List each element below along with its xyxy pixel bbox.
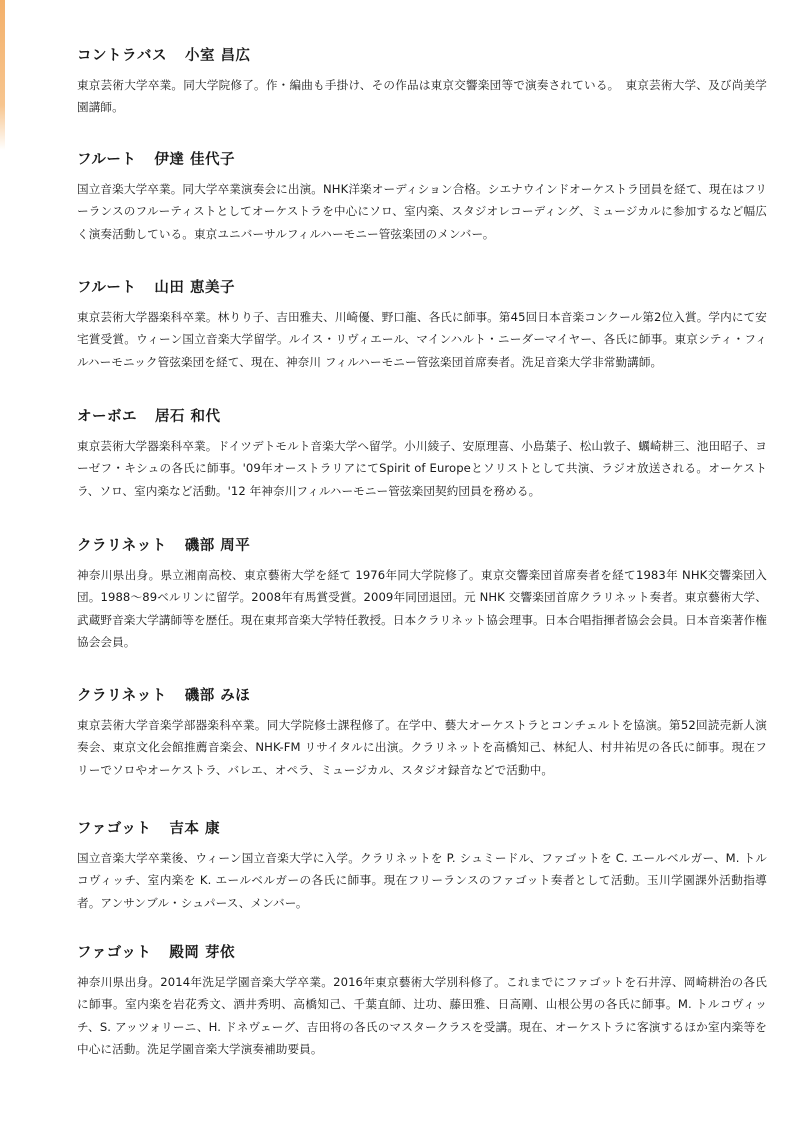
profile-instrument: フルート — [77, 152, 137, 168]
profile-heading — [77, 536, 767, 556]
profile-isobe-shuhei — [77, 536, 767, 653]
profile-instrument: ファゴット — [77, 945, 152, 961]
profile-name: 小室 昌広 — [185, 48, 251, 64]
profile-sueishi — [77, 407, 767, 502]
profile-name: 磯部 周平 — [184, 538, 251, 554]
profile-bio: 東京芸術大学卒業。同大学院修了。作・編曲も手掛け、その作品は東京交響楽団等で演奏されている。 東京芸術大学、及び尚美学園講師。 — [77, 78, 767, 115]
profile-name: 山田 恵美子 — [154, 280, 235, 296]
profile-instrument: ファゴット — [77, 821, 152, 837]
profile-yoshimoto — [77, 819, 767, 914]
profile-bio: 神奈川県出身。県立湘南高校、東京藝術大学を経て 1976年同大学院修了。東京交響楽団首席奏者を経て1983年 NHK交響楽団入団。1988～89ベルリンに留学。2008年有馬賞受賞。2009年同団退団。元 NHK 交響楽団首席クラリネット奏者。東京藝術大学、武蔵野音楽大学講師等を歴任。現在東邦音楽大学特任教授。日本クラリネット協会理事。日本合唱指揮者協会会員。日本音楽著作権協会会員。 — [77, 568, 767, 649]
profile-instrument: クラリネット — [77, 538, 167, 554]
profile-instrument: クラリネット — [77, 688, 167, 704]
profile-name: 吉本 康 — [169, 821, 220, 837]
profile-instrument: コントラバス — [77, 48, 167, 64]
profile-heading — [77, 407, 767, 427]
profile-heading — [77, 150, 767, 170]
profile-instrument: オーボエ — [77, 409, 137, 425]
page-edge-color-strip — [0, 0, 5, 150]
profile-date — [77, 150, 767, 245]
profile-name: 居石 和代 — [155, 409, 221, 425]
profile-bio: 東京芸術大学音楽学部器楽科卒業。同大学院修士課程修了。在学中、藝大オーケストラとコンチェルトを協演。第52回読売新人演奏会、東京文化会館推薦音楽会、NHK-FM リサイタルに出演。クラリネットを高橋知己、林紀人、村井祐児の各氏に師事。現在フリーでソロやオーケストラ、バレエ、オペラ、ミュージカル、スタジオ録音などで活動中。 — [77, 718, 767, 777]
profile-instrument: フルート — [77, 280, 137, 296]
profile-heading — [77, 46, 767, 66]
profile-heading — [77, 686, 767, 706]
profile-bio: 神奈川県出身。2014年洗足学園音楽大学卒業。2016年東京藝術大学別科修了。これまでにファゴットを石井淳、岡崎耕治の各氏に師事。室内楽を岩花秀文、酒井秀明、高橋知己、千葉直師、辻功、藤田雅、日高剛、山根公男の各氏に師事。M. トルコヴィッチ、S. アッツォリーニ、H. ドネヴェーグ、吉田将の各氏のマスタークラスを受講。現在、オーケストラに客演するほか室内楽等を中心に活動。洗足学園音楽大学演奏補助要員。 — [77, 975, 767, 1056]
profile-bio: 東京芸術大学器楽科卒業。林りり子、吉田雅夫、川崎優、野口龍、各氏に師事。第45回日本音楽コンクール第2位入賞。学内にて安宅賞受賞。ウィーン国立音楽大学留学。ルイス・リヴィエール、マインハルト・ニーダーマイヤー、各氏に師事。東京シティ・フィルハーモニック管弦楽団を経て、現在、神奈川 フィルハーモニー管弦楽団首席奏者。洗足音楽大学非常勤講師。 — [77, 310, 767, 369]
profile-name: 伊達 佳代子 — [154, 152, 235, 168]
profile-tonooka — [77, 943, 767, 1060]
profile-komuro — [77, 46, 767, 119]
profile-heading — [77, 819, 767, 839]
profile-bio: 国立音楽大学卒業。同大学卒業演奏会に出演。NHK洋楽オーディション合格。シエナウインドオーケストラ団員を経て、現在はフリーランスのフルーティストとしてオーケストラを中心にソロ、室内楽、スタジオレコーディング、ミュージカルに参加するなど幅広く演奏活動している。東京ユニバーサルフィルハーモニー管弦楽団のメンバー。 — [77, 182, 767, 241]
profile-name: 殿岡 芽依 — [169, 945, 235, 961]
profile-isobe-miho — [77, 686, 767, 781]
profile-heading — [77, 278, 767, 298]
profile-name: 磯部 みほ — [184, 688, 251, 704]
profile-bio: 国立音楽大学卒業後、ウィーン国立音楽大学に入学。クラリネットを P. シュミードル、ファゴットを C. エールベルガー、M. トルコヴィッチ、室内楽を K. エールベルガーの各氏に師事。現在フリーランスのファゴット奏者として活動。玉川学園課外活動指導者。アンサンブル・シュパース、メンバー。 — [77, 851, 767, 910]
profile-yamada — [77, 278, 767, 373]
profile-bio: 東京芸術大学器楽科卒業。ドイツデトモルト音楽大学へ留学。小川綾子、安原理喜、小島葉子、松山敦子、蠣崎耕三、池田昭子、ヨーゼフ・キシュの各氏に師事。'09年オーストラリアにてSpirit of Europeとソリストとして共演、ラジオ放送される。オーケストラ、ソロ、室内楽など活動。'12 年神奈川フィルハーモニー管弦楽団契約団員を務める。 — [77, 439, 767, 498]
profile-heading — [77, 943, 767, 963]
